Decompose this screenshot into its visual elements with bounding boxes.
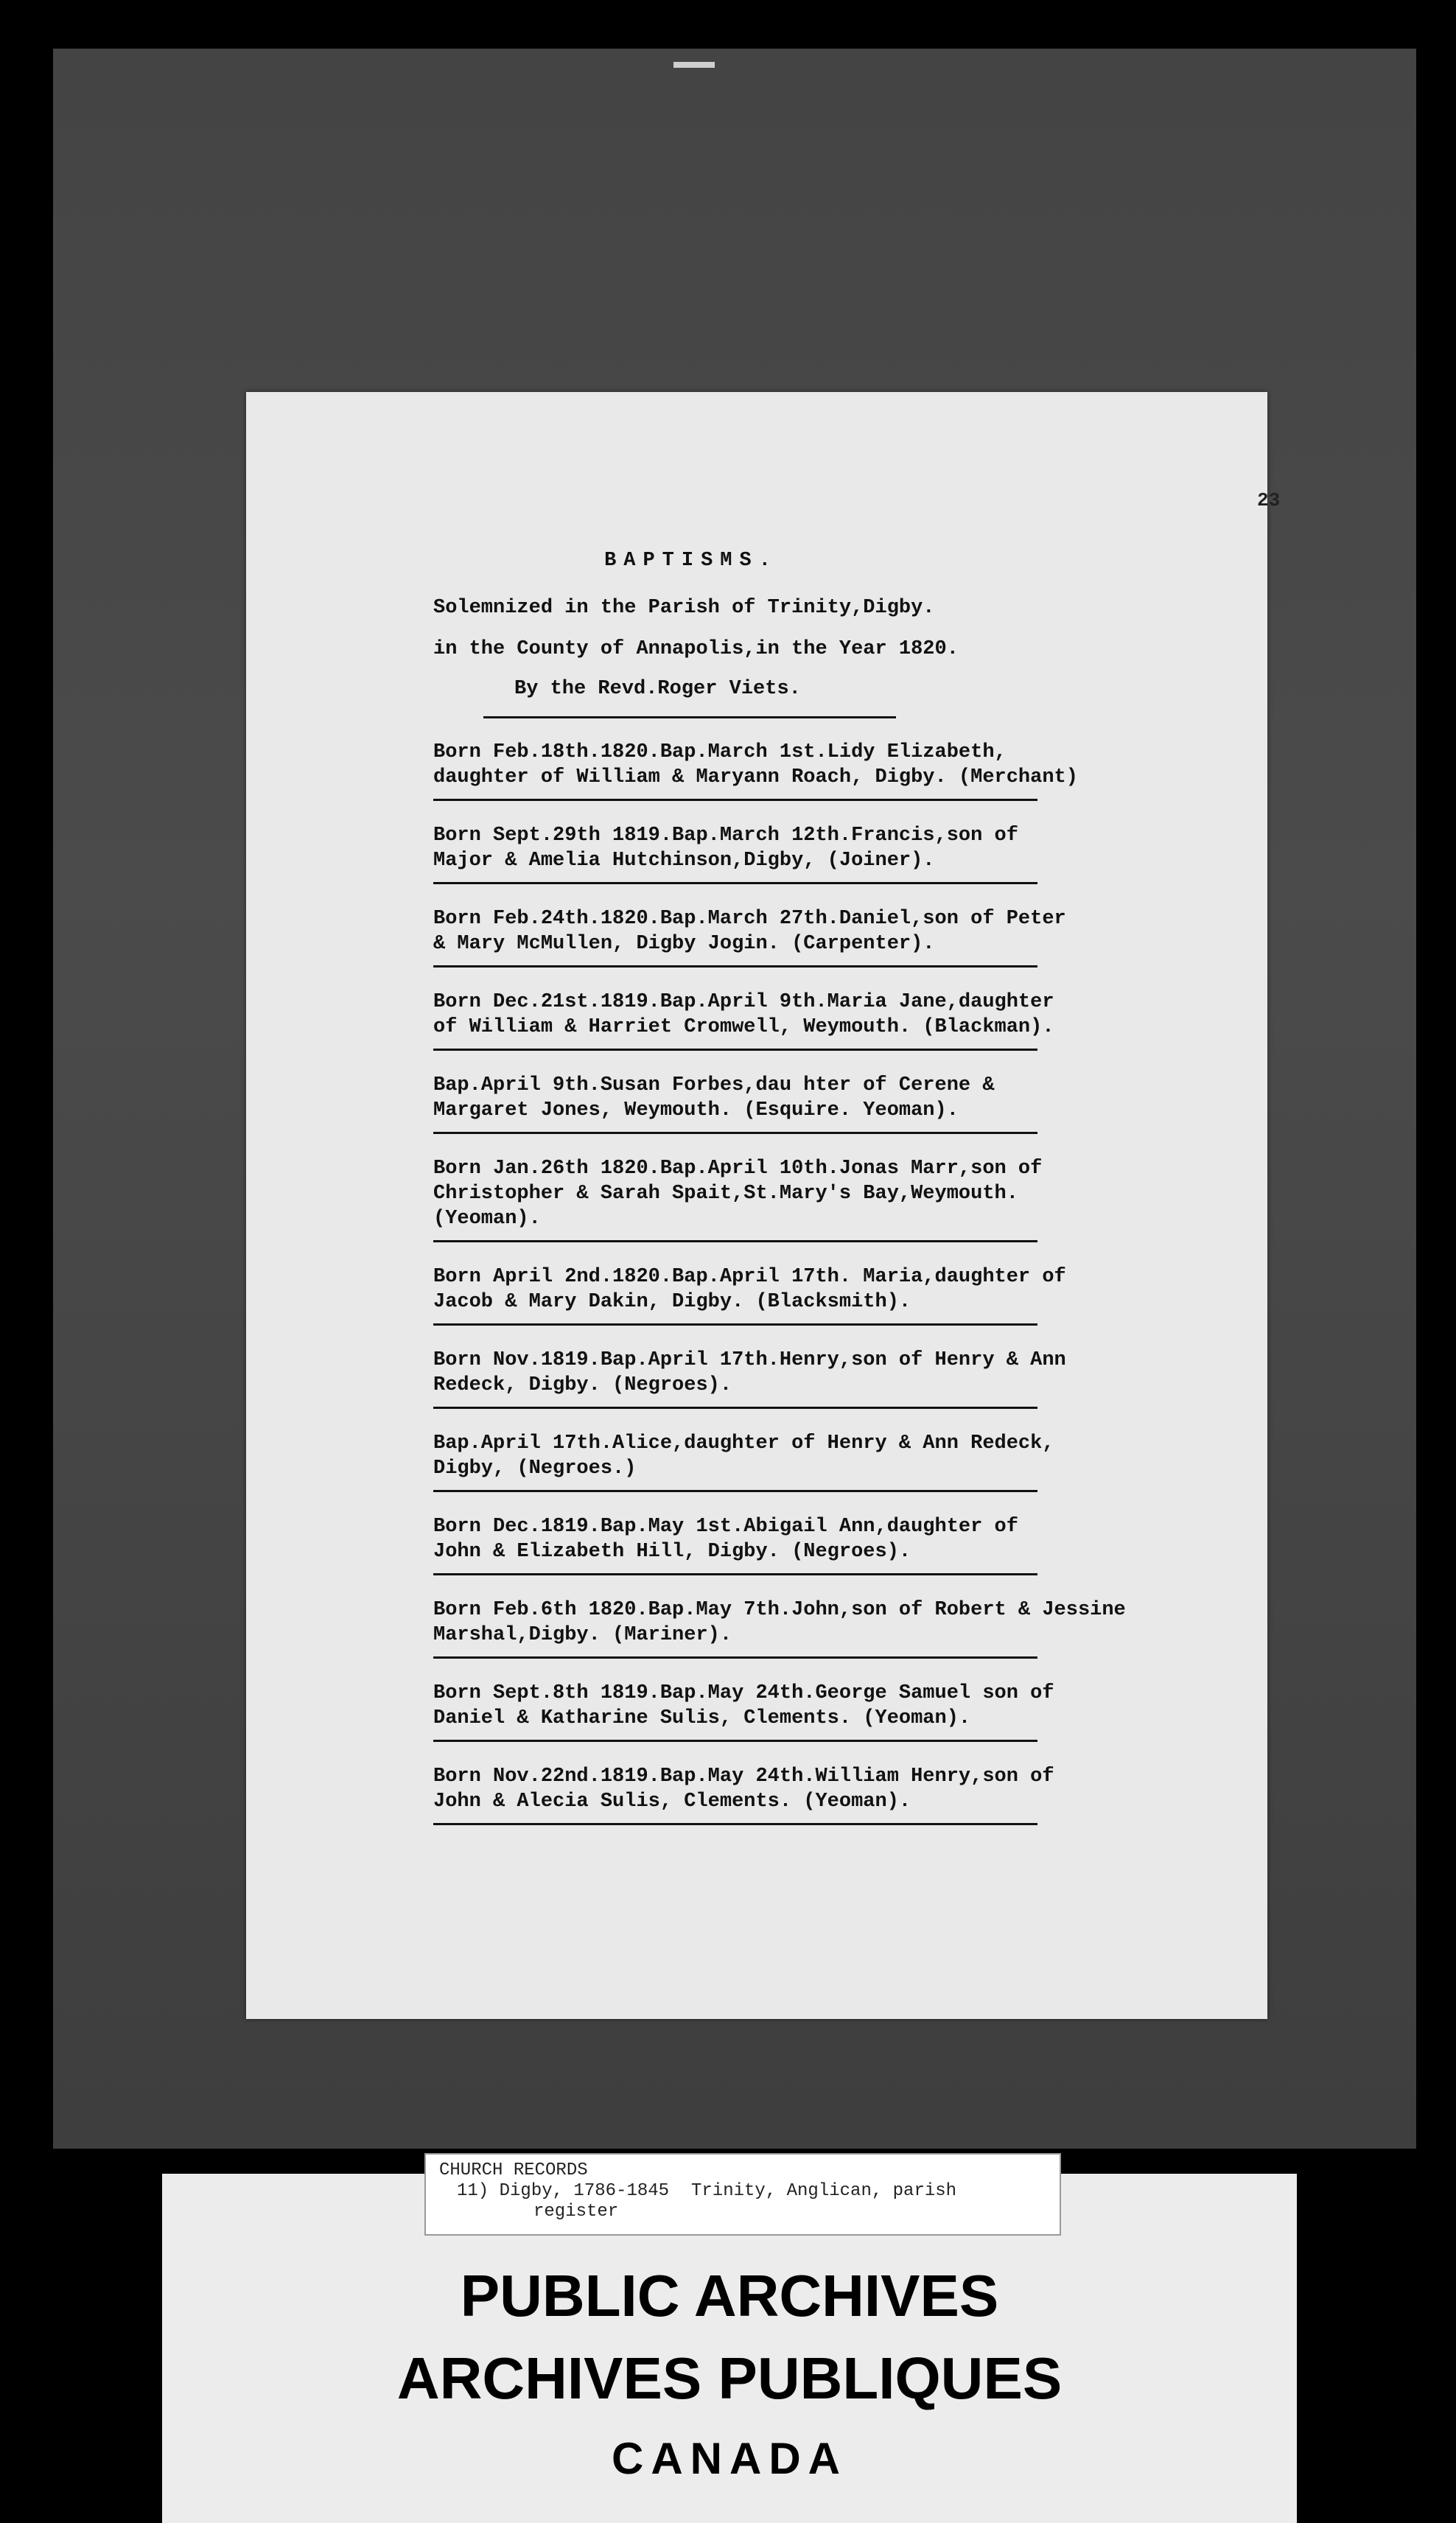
entry-text: Born Dec.1819.Bap.May 1st.Abigail Ann,daughter of John & Elizabeth Hill, Digby. (Negroes).	[433, 1516, 1018, 1563]
header-parish-line: Solemnized in the Parish of Trinity,Digby.	[433, 597, 935, 619]
entry-divider	[433, 1656, 1037, 1659]
entry-text: Born Jan.26th 1820.Bap.April 10th.Jonas Marr,son of Christopher & Sarah Spait,St.Mary's Bay,Weymouth. (Yeoman).	[433, 1158, 1043, 1230]
entry-divider	[433, 1049, 1037, 1051]
entry-text: Born Feb.18th.1820.Bap.March 1st.Lidy Elizabeth, daughter of William & Maryann Roach, Digby. (Merchant)	[433, 741, 1078, 788]
baptism-entry	[433, 1256, 1251, 1339]
baptism-entry	[433, 1339, 1251, 1422]
entry-divider	[433, 882, 1037, 884]
entry-text: Born Dec.21st.1819.Bap.April 9th.Maria Jane,daughter of William & Harriet Cromwell, Weymouth. (Blackman).	[433, 991, 1054, 1038]
baptism-entry	[433, 897, 1251, 981]
baptism-entry	[433, 1505, 1251, 1589]
baptism-entry	[433, 731, 1251, 814]
entry-divider	[433, 1323, 1037, 1326]
entry-divider	[433, 1490, 1037, 1492]
catalog-description-cont: register	[533, 2202, 619, 2222]
entry-text: Bap.April 17th.Alice,daughter of Henry & Ann Redeck, Digby, (Negroes.)	[433, 1432, 1054, 1480]
entry-divider	[433, 799, 1037, 801]
catalog-item: 11) Digby, 1786-1845	[457, 2181, 670, 2201]
entry-divider	[433, 1740, 1037, 1742]
entry-divider	[433, 1132, 1037, 1134]
catalog-description: Trinity, Anglican, parish	[691, 2181, 957, 2201]
header-clergy-line: By the Revd.Roger Viets.	[514, 678, 801, 700]
baptism-entry	[433, 1589, 1251, 1672]
scan-top-mark	[673, 62, 715, 68]
entry-text: Born Nov.1819.Bap.April 17th.Henry,son of Henry & Ann Redeck, Digby. (Negroes).	[433, 1349, 1066, 1396]
page-title: BAPTISMS.	[604, 550, 778, 572]
catalog-tag	[424, 2153, 1061, 2236]
baptism-entries	[433, 731, 1251, 1838]
entry-text: Born Feb.6th 1820.Bap.May 7th.John,son of Robert & Jessine Marshal,Digby. (Mariner).	[433, 1599, 1126, 1646]
baptism-entry	[433, 1422, 1251, 1505]
entry-divider	[433, 1407, 1037, 1409]
baptism-entry	[433, 1064, 1251, 1147]
archive-label-french: ARCHIVES PUBLIQUES	[396, 2345, 1063, 2411]
page-number: 23	[1257, 489, 1281, 511]
entry-text: Born April 2nd.1820.Bap.April 17th. Maria,daughter of Jacob & Mary Dakin, Digby. (Blacksmith).	[433, 1266, 1066, 1313]
archive-label-country: CANADA	[612, 2434, 847, 2483]
entry-divider	[433, 965, 1037, 967]
entry-text: Born Nov.22nd.1819.Bap.May 24th.William Henry,son of John & Alecia Sulis, Clements. (Yeoman).	[433, 1766, 1054, 1813]
baptism-entry	[433, 814, 1251, 897]
header-county-line: in the County of Annapolis,in the Year 1820.	[433, 638, 959, 660]
entry-text: Born Sept.8th 1819.Bap.May 24th.George Samuel son of Daniel & Katharine Sulis, Clements. (Yeoman).	[433, 1682, 1054, 1729]
entry-text: Born Feb.24th.1820.Bap.March 27th.Daniel,son of Peter & Mary McMullen, Digby Jogin. (Carpenter).	[433, 908, 1066, 955]
catalog-category: CHURCH RECORDS	[439, 2160, 588, 2180]
header-divider	[483, 716, 896, 718]
baptism-entry	[433, 1755, 1251, 1838]
entry-text: Born Sept.29th 1819.Bap.March 12th.Francis,son of Major & Amelia Hutchinson,Digby, (Joiner).	[433, 825, 1018, 872]
entry-divider	[433, 1240, 1037, 1242]
register-page	[246, 392, 1281, 2019]
entry-divider	[433, 1823, 1037, 1825]
entry-divider	[433, 1573, 1037, 1575]
baptism-entry	[433, 1672, 1251, 1755]
archive-label-english: PUBLIC ARCHIVES	[460, 2263, 999, 2328]
entry-text: Bap.April 9th.Susan Forbes,dau hter of Cerene & Margaret Jones, Weymouth. (Esquire. Yeoman).	[433, 1074, 995, 1121]
baptism-entry	[433, 1147, 1251, 1256]
baptism-entry	[433, 981, 1251, 1064]
